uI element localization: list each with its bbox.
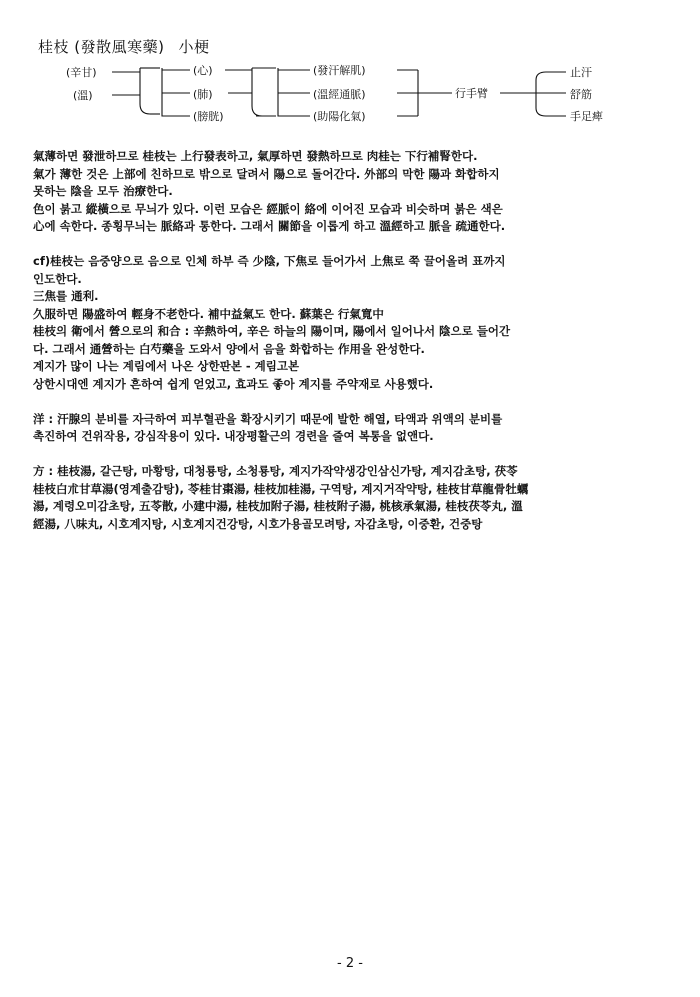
text-line: 心에 속한다. 종횡무늬는 脈絡과 통한다. 그래서 關節을 이롭게 하고 溫經하고 脈을 疏通한다. [33, 219, 506, 233]
effect-label: 舒筋 [570, 88, 592, 101]
effects-bracket [536, 72, 566, 93]
text-line: 色이 붉고 縱橫으로 무늬가 있다. 이런 모습은 經脈이 絡에 이어진 모습과 비슷하며 붉은 색은 [33, 201, 503, 216]
herb-property-diagram [0, 62, 700, 130]
text-line: 久服하면 陽盛하여 輕身不老한다. 補中益氣도 한다. 蘇葉은 行氣寬中 [33, 306, 384, 321]
taste-label: (溫) [73, 89, 93, 102]
herb-title: 桂枝 (發散風寒藥) [38, 38, 165, 56]
effects-bracket [536, 93, 566, 116]
text-line: 三焦를 通利. [33, 289, 99, 303]
connector-label: 行手臂 [455, 87, 488, 100]
action-label: (發汗解肌) [313, 64, 366, 77]
action-label: (助陽化氣) [313, 110, 366, 123]
text-line: 못하는 陰을 모두 治療한다. [33, 184, 173, 198]
action-label: (溫經通脈) [313, 88, 366, 101]
text-line: 촉진하여 건위작용, 강심작용이 있다. 내장평활근의 경련을 줄여 복통을 없앤다. [33, 429, 434, 443]
meridian-label: (心) [193, 64, 213, 77]
text-line: 桂枝의 衛에서 營으로의 和合 : 辛熱하여, 辛은 하늘의 陽이며, 陽에서 일어나서 陰으로 들어간 [33, 324, 511, 338]
text-line: cf)桂枝는 음중양으로 음으로 인체 하부 즉 少陰, 下焦로 들어가서 上焦로 쭉 끌어올려 표까지 [33, 254, 506, 268]
meridian-label: (膀胱) [193, 110, 224, 123]
text-line: 湯, 계령오미감초탕, 五苓散, 小建中湯, 桂枝加附子湯, 桂枝附子湯, 桃核承氣湯, 桂枝茯苓丸, 溫 [33, 499, 523, 513]
text-line: 인도한다. [33, 271, 82, 286]
text-line: 洋 : 汗腺의 분비를 자극하여 피부혈관을 확장시키기 때문에 발한 해열, 타액과 위액의 분비를 [33, 411, 503, 426]
text-line: 桂枝白朮甘草湯(영계출감탕), 苓桂甘棗湯, 桂枝加桂湯, 구역탕, 계지거작약탕, 桂枝甘草龍骨牡蠣 [33, 481, 529, 496]
effect-label: 手足痺 [570, 110, 603, 123]
text-line: 다. 그래서 通營하는 白芍藥을 도와서 양에서 음을 화합하는 作用을 완성한다. [33, 341, 425, 356]
text-line: 氣가 薄한 것은 上部에 친하므로 밖으로 달려서 陽으로 돌어간다. 外部의 막한 陽과 화합하지 [33, 166, 500, 181]
text-line: 상한시대엔 계지가 흔하여 쉽게 얻었고, 효과도 좋아 계지를 주약재로 사용했다. [33, 376, 434, 391]
herb-subtitle: 小梗 [178, 38, 210, 56]
text-line: 經湯, 八味丸, 시호계지탕, 시호계지건강탕, 시호가용골모려탕, 자감초탕, 이중환, 건중탕 [33, 516, 483, 531]
effect-label: 止汗 [570, 66, 592, 79]
taste-label: (辛甘) [66, 66, 97, 79]
text-line: 方 : 桂枝湯, 갈근탕, 마황탕, 대청룡탕, 소청룡탕, 계지가작약생강인삼신가탕, 계지감초탕, 茯苓 [33, 464, 518, 478]
page-number: - 2 - [337, 956, 363, 971]
meridian-label: (肺) [193, 88, 213, 101]
connector-bracket [162, 68, 190, 116]
paragraph-gap [33, 446, 669, 464]
paragraph-gap [33, 393, 669, 411]
connector-bracket [140, 68, 150, 114]
body-text [33, 148, 669, 533]
text-line: 氣薄하면 發泄하므로 桂枝는 上行發表하고, 氣厚하면 發熱하므로 肉桂는 下行補腎한다. [33, 149, 478, 163]
connector-bracket [278, 68, 310, 116]
text-line: 계지가 많이 나는 계림에서 나온 상한판본 - 계림고본 [33, 359, 300, 373]
connector-bracket [252, 68, 262, 116]
paragraph-gap [33, 236, 669, 254]
page-title [38, 36, 210, 57]
